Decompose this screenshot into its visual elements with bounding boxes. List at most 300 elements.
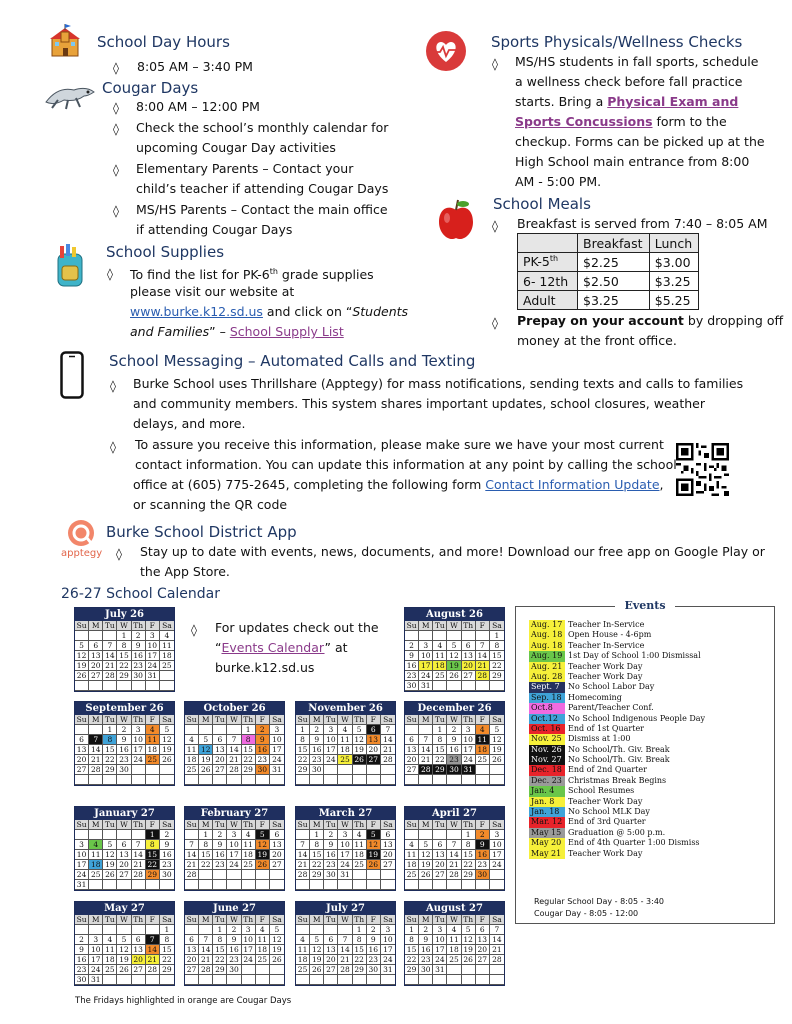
weekday-header: Su <box>296 915 310 925</box>
calendar-day: 19 <box>199 755 213 765</box>
cougar-days-elementary-line1: Elementary Parents – Contact your <box>136 161 354 176</box>
calendar-day: 11 <box>353 840 367 850</box>
weekday-header: M <box>310 915 324 925</box>
bullet-marker: ◊ <box>110 440 116 454</box>
calendar-day: 7 <box>132 840 146 850</box>
event-row <box>529 776 705 786</box>
calendar-day: 20 <box>367 745 381 755</box>
event-date: Sept. 7 <box>529 682 565 692</box>
physicals-line5: checkup. Forms can be picked up at the <box>515 134 765 149</box>
calendar-day: 2 <box>324 830 338 840</box>
schoolhouse-icon <box>48 24 82 58</box>
month-grid <box>405 715 504 785</box>
event-date: May 21 <box>529 849 565 859</box>
calendar-day: 9 <box>160 840 174 850</box>
event-row <box>529 745 705 755</box>
calendar-empty-cell <box>338 775 352 785</box>
calendar-empty-cell <box>242 965 256 975</box>
messaging-p1-line1: Burke School uses Thrillshare (Apptegy) for mass notifications, sending texts and calls to families <box>133 376 744 391</box>
calendar-empty-cell <box>117 681 131 691</box>
calendar-empty-cell <box>89 830 103 840</box>
month-name: December 26 <box>405 702 504 715</box>
weekday-header: F <box>146 715 160 725</box>
calendar-day: 27 <box>75 765 89 775</box>
calendar-day: 11 <box>405 850 419 860</box>
calendar-day: 13 <box>433 850 447 860</box>
calendar-day: 2 <box>310 725 324 735</box>
calendar-day: 16 <box>310 745 324 755</box>
calendar-day: 20 <box>75 755 89 765</box>
calendar-day: 22 <box>490 661 504 671</box>
calendar-day: 31 <box>270 765 284 775</box>
calendar-day: 30 <box>75 975 89 985</box>
month-calendar <box>74 806 175 891</box>
calendar-day: 1 <box>199 830 213 840</box>
calendar-day: 26 <box>270 955 284 965</box>
calendar-day: 30 <box>476 870 490 880</box>
calendar-day: 6 <box>324 935 338 945</box>
calendar-empty-cell <box>367 765 381 775</box>
calendar-day: 1 <box>433 725 447 735</box>
supplies-text: ” – <box>209 324 230 339</box>
calendar-day: 16 <box>160 850 174 860</box>
calendar-day: 13 <box>132 945 146 955</box>
calendar-day: 27 <box>270 860 284 870</box>
weekday-header: W <box>447 820 461 830</box>
app-line2: the App Store. <box>140 564 230 579</box>
contact-info-update-link[interactable]: Contact Information Update <box>485 477 660 492</box>
weekday-header: M <box>89 915 103 925</box>
calendar-day: 2 <box>227 925 241 935</box>
calendar-empty-cell <box>490 965 504 975</box>
weekday-header: W <box>117 621 131 631</box>
table-row-header <box>518 253 578 272</box>
calendar-day: 15 <box>103 745 117 755</box>
calendar-day: 3 <box>324 725 338 735</box>
calendar-day: 16 <box>132 651 146 661</box>
calendar-day: 2 <box>419 925 433 935</box>
calendar-day: 20 <box>462 661 476 671</box>
weekday-header: Su <box>75 715 89 725</box>
event-text: School Resumes <box>568 786 635 796</box>
calendar-day: 27 <box>89 671 103 681</box>
calendar-day: 10 <box>433 935 447 945</box>
calendar-day: 28 <box>132 870 146 880</box>
calendar-day: 25 <box>338 755 352 765</box>
weekday-header: F <box>256 715 270 725</box>
calendar-empty-cell <box>490 765 504 775</box>
weekday-header: F <box>476 621 490 631</box>
calendar-empty-cell <box>132 880 146 890</box>
calendar-day: 22 <box>462 860 476 870</box>
month-name: June 27 <box>185 902 284 915</box>
messaging-text: , <box>659 477 664 492</box>
calendar-day: 14 <box>381 735 395 745</box>
calendar-empty-cell <box>75 925 89 935</box>
event-text: Teacher In-Service <box>568 640 645 650</box>
calendar-day: 24 <box>89 965 103 975</box>
app-title: Burke School District App <box>106 523 297 541</box>
calendar-empty-cell <box>160 775 174 785</box>
calendar-empty-cell <box>89 775 103 785</box>
calendar-empty-cell <box>185 975 199 985</box>
calendar-empty-cell <box>270 880 284 890</box>
calendar-day: 8 <box>353 935 367 945</box>
calendar-day: 6 <box>433 840 447 850</box>
month-name: January 27 <box>75 807 174 820</box>
event-row <box>529 630 705 640</box>
calendar-empty-cell <box>103 975 117 985</box>
weekday-header: M <box>199 915 213 925</box>
calendar-day: 24 <box>462 755 476 765</box>
calendar-empty-cell <box>132 830 146 840</box>
calendar-day: 1 <box>146 830 160 840</box>
calendar-day: 11 <box>256 935 270 945</box>
month-grid <box>185 715 284 785</box>
calendar-day: 31 <box>462 765 476 775</box>
calendar-empty-cell <box>89 925 103 935</box>
sports-physicals-title: Sports Physicals/Wellness Checks <box>491 33 743 51</box>
school-messaging-title: School Messaging – Automated Calls and Texting <box>109 352 476 370</box>
weekday-header: Th <box>132 915 146 925</box>
calendar-day: 12 <box>103 850 117 860</box>
physicals-text: form to the <box>652 114 727 129</box>
calendar-day: 6 <box>381 830 395 840</box>
calendar-empty-cell <box>103 631 117 641</box>
calendar-day: 26 <box>419 870 433 880</box>
calendar-day: 10 <box>324 735 338 745</box>
calendar-empty-cell <box>419 975 433 985</box>
calendar-day: 22 <box>433 755 447 765</box>
calendar-day: 13 <box>476 935 490 945</box>
calendar-empty-cell <box>310 925 324 935</box>
calendar-day: 17 <box>75 860 89 870</box>
school-supply-list-link[interactable]: School Supply List <box>229 324 344 339</box>
sports-concussions-link[interactable]: Sports Concussions <box>515 114 653 129</box>
calendar-day: 13 <box>462 651 476 661</box>
event-row <box>529 786 705 796</box>
calendar-day: 8 <box>103 735 117 745</box>
month-name: February 27 <box>185 807 284 820</box>
updates-line1: For updates check out the <box>215 620 379 635</box>
month-grid <box>75 915 174 985</box>
event-date: Sep. 18 <box>529 693 565 703</box>
calendar-day: 18 <box>242 850 256 860</box>
bullet-marker: ◊ <box>110 379 116 393</box>
calendar-day: 4 <box>89 840 103 850</box>
calendar-day: 27 <box>462 671 476 681</box>
event-text: Open House - 4-6pm <box>568 630 652 640</box>
weekday-header: Th <box>462 621 476 631</box>
calendar-day: 16 <box>213 850 227 860</box>
table-row <box>518 253 699 272</box>
calendar-day: 15 <box>490 651 504 661</box>
table-cell: $3.25 <box>649 272 698 291</box>
calendar-day: 18 <box>338 745 352 755</box>
events-calendar-link[interactable]: Events Calendar <box>221 640 325 655</box>
calendar-day: 15 <box>296 745 310 755</box>
calendar-day: 2 <box>476 830 490 840</box>
heart-monitor-icon <box>425 30 467 72</box>
table-header-row <box>518 234 699 253</box>
calendar-day: 28 <box>419 765 433 775</box>
calendar-empty-cell <box>242 975 256 985</box>
calendar-empty-cell <box>381 870 395 880</box>
calendar-day: 12 <box>353 735 367 745</box>
calendar-day: 24 <box>132 755 146 765</box>
calendar-day: 30 <box>447 765 461 775</box>
calendar-empty-cell <box>324 765 338 775</box>
calendar-day: 25 <box>256 955 270 965</box>
calendar-day: 28 <box>447 870 461 880</box>
calendar-day: 30 <box>405 681 419 691</box>
supplies-text: grade supplies <box>277 267 374 283</box>
weekday-header: F <box>256 820 270 830</box>
calendar-empty-cell <box>242 775 256 785</box>
calendar-day: 23 <box>367 955 381 965</box>
calendar-day: 16 <box>256 745 270 755</box>
weekday-header: Su <box>75 621 89 631</box>
bullet-marker: ◊ <box>492 219 498 233</box>
calendar-empty-cell <box>419 880 433 890</box>
month-calendar <box>184 701 285 786</box>
calendar-empty-cell <box>490 975 504 985</box>
cougar-days-calendar-line2: upcoming Cougar Day activities <box>136 140 336 155</box>
grade-label: PK-5 <box>523 254 550 270</box>
calendar-empty-cell <box>324 880 338 890</box>
calendar-day: 4 <box>242 830 256 840</box>
event-text: No School/Th. Giv. Break <box>568 744 670 754</box>
physicals-line1: MS/HS students in fall sports, schedule <box>515 54 759 69</box>
bullet-marker: ◊ <box>113 163 119 177</box>
event-date: Aug. 17 <box>529 620 565 630</box>
calendar-day: 18 <box>447 945 461 955</box>
calendar-day: 8 <box>490 641 504 651</box>
phone-icon <box>60 351 84 399</box>
calendar-day: 28 <box>199 965 213 975</box>
calendar-day: 30 <box>117 765 131 775</box>
physical-exam-link[interactable]: Physical Exam and <box>607 94 739 109</box>
calendar-day: 5 <box>462 925 476 935</box>
calendar-empty-cell <box>296 975 310 985</box>
calendar-day: 14 <box>132 850 146 860</box>
month-name: March 27 <box>296 807 395 820</box>
calendar-day: 17 <box>89 955 103 965</box>
calendar-day: 12 <box>75 651 89 661</box>
event-date: Mar. 12 <box>529 817 565 827</box>
event-text: 1st Day of School 1:00 Dismissal <box>568 651 701 661</box>
calendar-empty-cell <box>490 681 504 691</box>
calendar-day: 25 <box>433 671 447 681</box>
calendar-day: 4 <box>447 925 461 935</box>
calendar-empty-cell <box>405 975 419 985</box>
cougar-days-mshs-line1: MS/HS Parents – Contact the main office <box>136 202 388 217</box>
updates-text: “ <box>215 640 222 655</box>
calendar-day: 18 <box>103 955 117 965</box>
month-name: August 27 <box>405 902 504 915</box>
bullet-marker: ◊ <box>492 316 498 330</box>
weekday-header: Sa <box>490 715 504 725</box>
cougar-days-elementary-line2: child’s teacher if attending Cougar Days <box>136 181 389 196</box>
updates-text: ” at <box>324 640 348 655</box>
calendar-empty-cell <box>381 880 395 890</box>
calendar-day: 10 <box>75 850 89 860</box>
calendar-day: 12 <box>256 840 270 850</box>
event-row <box>529 755 705 765</box>
calendar-day: 24 <box>270 755 284 765</box>
calendar-empty-cell <box>117 880 131 890</box>
month-calendar <box>295 806 396 891</box>
weekday-header: Sa <box>490 820 504 830</box>
calendar-day: 14 <box>419 745 433 755</box>
calendar-day: 6 <box>367 725 381 735</box>
calendar-day: 26 <box>353 755 367 765</box>
event-text: Teacher Work Day <box>568 671 643 681</box>
calendar-day: 27 <box>405 765 419 775</box>
weekday-header: F <box>146 915 160 925</box>
calendar-day: 19 <box>353 745 367 755</box>
events-title-wrap <box>615 599 675 612</box>
calendar-day: 13 <box>185 945 199 955</box>
calendar-day: 30 <box>367 965 381 975</box>
event-row <box>529 734 705 744</box>
calendar-day: 10 <box>242 935 256 945</box>
calendar-empty-cell <box>185 925 199 935</box>
calendar-empty-cell <box>270 775 284 785</box>
calendar-day: 15 <box>117 651 131 661</box>
calendar-day: 11 <box>476 735 490 745</box>
weekday-header: W <box>447 715 461 725</box>
bullet-marker: ◊ <box>113 61 119 75</box>
calendar-day: 17 <box>132 745 146 755</box>
calendar-day: 6 <box>185 935 199 945</box>
calendar-empty-cell <box>75 725 89 735</box>
calendar-empty-cell <box>419 725 433 735</box>
calendar-empty-cell <box>132 681 146 691</box>
calendar-empty-cell <box>476 965 490 975</box>
updates-line2 <box>215 638 348 658</box>
weekday-header: W <box>338 915 352 925</box>
calendar-day: 17 <box>324 745 338 755</box>
event-date: May 20 <box>529 838 565 848</box>
calendar-day: 21 <box>447 860 461 870</box>
weekday-header: Sa <box>381 915 395 925</box>
event-date: Jan. 8 <box>529 797 565 807</box>
calendar-day: 19 <box>490 745 504 755</box>
calendar-day: 5 <box>490 725 504 735</box>
calendar-day: 4 <box>476 725 490 735</box>
calendar-day: 16 <box>419 945 433 955</box>
event-row <box>529 797 705 807</box>
calendar-day: 26 <box>117 965 131 975</box>
weekday-header: M <box>89 820 103 830</box>
calendar-empty-cell <box>199 925 213 935</box>
calendar-day: 23 <box>227 955 241 965</box>
month-grid <box>405 820 504 890</box>
weekday-header: Sa <box>160 820 174 830</box>
event-date: Dec. 23 <box>529 776 565 786</box>
cougar-days-mshs-line2: if attending Cougar Days <box>136 222 293 237</box>
weekday-header: Th <box>462 915 476 925</box>
calendar-day: 21 <box>476 661 490 671</box>
calendar-day: 14 <box>146 945 160 955</box>
calendar-day: 8 <box>462 840 476 850</box>
calendar-day: 8 <box>433 735 447 745</box>
calendar-empty-cell <box>433 681 447 691</box>
weekday-header: W <box>338 715 352 725</box>
weekday-header: Tu <box>324 715 338 725</box>
calendar-empty-cell <box>89 725 103 735</box>
website-link[interactable]: www.burke.k12.sd.us <box>130 304 263 319</box>
weekday-header: Tu <box>213 820 227 830</box>
calendar-day: 24 <box>242 955 256 965</box>
calendar-empty-cell <box>476 681 490 691</box>
messaging-text: office at (605) 775-2645, completing the following form <box>133 477 486 492</box>
calendar-empty-cell <box>256 975 270 985</box>
calendar-day: 27 <box>117 870 131 880</box>
calendar-day: 22 <box>146 860 160 870</box>
calendar-day: 24 <box>433 955 447 965</box>
calendar-day: 2 <box>256 725 270 735</box>
calendar-day: 15 <box>405 945 419 955</box>
calendar-day: 7 <box>419 735 433 745</box>
physicals-line7: AM - 5:00 PM. <box>515 174 602 189</box>
calendar-day: 4 <box>338 725 352 735</box>
calendar-day: 28 <box>227 765 241 775</box>
table-header-cell <box>518 234 578 253</box>
calendar-day: 21 <box>89 755 103 765</box>
event-text: Teacher Work Day <box>568 661 643 671</box>
calendar-empty-cell <box>338 880 352 890</box>
calendar-day: 15 <box>242 745 256 755</box>
calendar-day: 4 <box>256 925 270 935</box>
calendar-day: 14 <box>199 945 213 955</box>
calendar-empty-cell <box>462 975 476 985</box>
weekday-header: Sa <box>270 915 284 925</box>
calendar-day: 2 <box>213 830 227 840</box>
calendar-empty-cell <box>132 975 146 985</box>
calendar-day: 29 <box>117 671 131 681</box>
calendar-day: 17 <box>338 850 352 860</box>
calendar-empty-cell <box>447 775 461 785</box>
bullet-marker: ◊ <box>492 57 498 71</box>
calendar-day: 3 <box>433 925 447 935</box>
event-text: Teacher Work Day <box>568 796 643 806</box>
weekday-header: Th <box>353 715 367 725</box>
bullet-marker: ◊ <box>116 547 122 561</box>
event-text: Graduation @ 5:00 p.m. <box>568 827 666 837</box>
calendar-day: 22 <box>199 860 213 870</box>
weekday-header: F <box>476 715 490 725</box>
calendar-day: 8 <box>405 935 419 945</box>
table-cell: $5.25 <box>649 291 698 310</box>
calendar-day: 29 <box>242 765 256 775</box>
calendar-day: 9 <box>405 651 419 661</box>
calendar-day: 16 <box>117 745 131 755</box>
calendar-day: 17 <box>419 661 433 671</box>
calendar-day: 15 <box>160 945 174 955</box>
weekday-header: Th <box>242 820 256 830</box>
calendar-day: 25 <box>476 755 490 765</box>
calendar-empty-cell <box>242 880 256 890</box>
calendar-day: 29 <box>433 765 447 775</box>
calendar-day: 16 <box>75 955 89 965</box>
month-name: July 27 <box>296 902 395 915</box>
calendar-day: 30 <box>419 965 433 975</box>
calendar-day: 20 <box>185 955 199 965</box>
calendar-day: 20 <box>476 945 490 955</box>
bullet-marker: ◊ <box>113 122 119 136</box>
